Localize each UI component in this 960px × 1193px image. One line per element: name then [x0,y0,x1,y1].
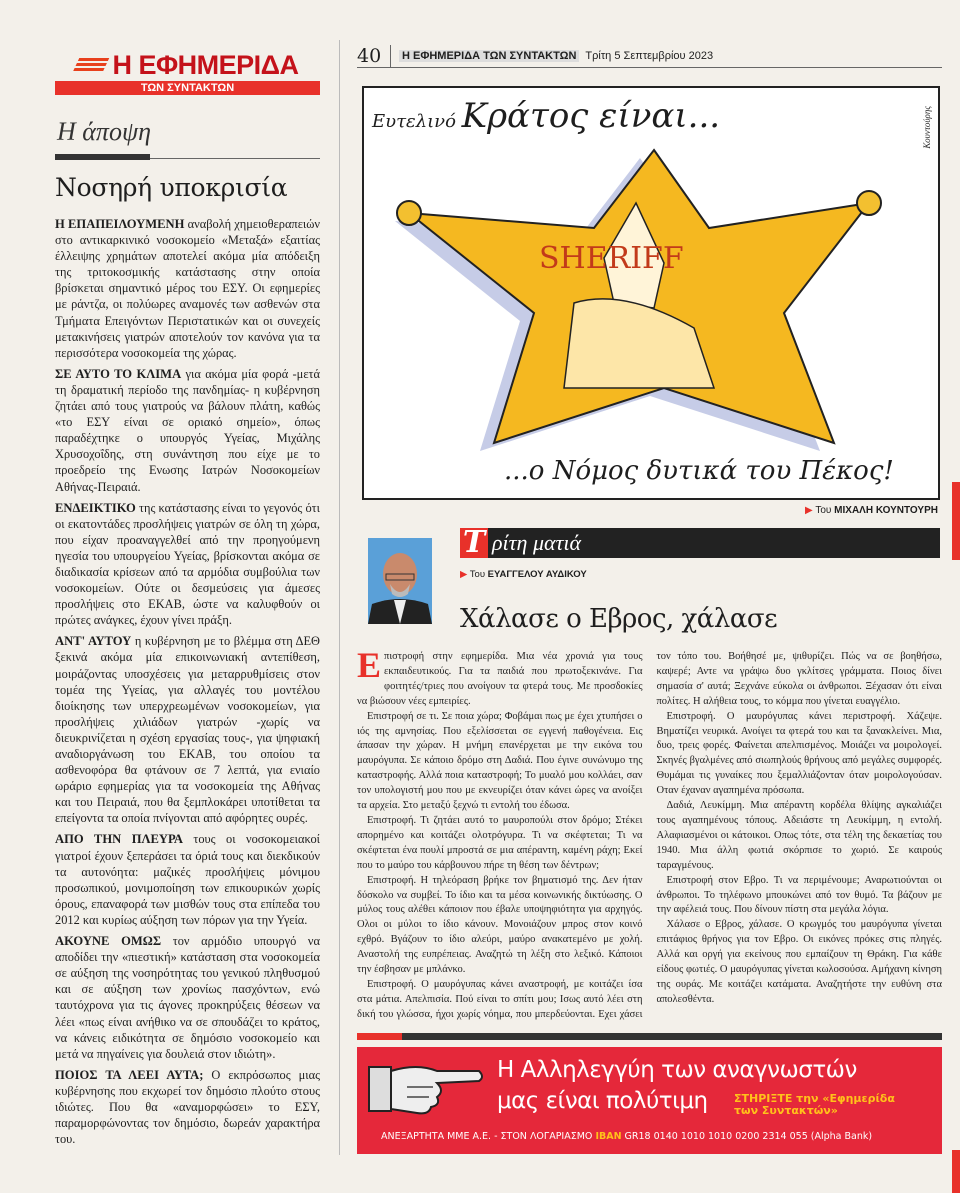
banner-initial: Τ [460,528,488,558]
article-byline: ▶ Του ΕΥΑΓΓΕΛΟΥ ΑΥΔΙΚΟΥ [460,569,587,580]
paragraph-lead: ΑΠΟ ΤΗΝ ΠΛΕΥΡΑ [55,832,183,847]
ad-headline: Η Αλληλεγγύη των αναγνωστών [497,1057,857,1083]
article-paragraph [357,645,643,710]
column-banner [460,525,940,560]
paragraph-text: πιστροφή στην εφημερίδα. Μια νέα χρονιά για τους εκπαιδευτικούς. Για τα παιδιά που πρωτοξεκινάνε. Για φοιτητές/τριες που ανοίγουν τα φτερά τους. Με προσδοκίες να βιώσουν νέες εμπειρίες. [357,651,643,707]
newspaper-logo [55,50,320,95]
opinion-body [55,216,320,1147]
support-advertisement[interactable] [357,1047,942,1154]
ad-account-line: ΑΝΕΞΑΡΤΗΤΑ ΜΜΕ Α.Ε. - ΣΤΟΝ ΛΟΓΑΡΙΑΣΜΟ IBAN GR18 0140 1010 1010 0200 2314 055 (Alpha Bank) [381,1131,873,1142]
pointing-hand-icon [367,1057,487,1117]
page-number: 40 [357,45,391,67]
header-date: Τρίτη 5 Σεπτεμβρίου 2023 [585,49,714,62]
article-paragraph [657,710,943,799]
paragraph-text: αναβολή χημειοθεραπειών στο αντικαρκινικό νοσοκομείο «Μεταξά» εξαιτίας έλλειψης χρημάτων αποτελεί ακόμα μία απόδειξη της τριτοκοσμικής κατάστασης στην οποία βρίσκεται σημαντικό μέρος του ΕΣΥ. Οι εφημερίες με ράντζα, οι πολύωρες αναμονές των ασθενών στα Τμήματα Επειγόντων Περιστατικών και οι συνεχείς μετακινήσεις γιατρών αποτελούν τον κανόνα για τα περισσότερα νοσοκομεία της χώρας. [55,217,320,360]
cartoon [362,86,940,500]
banner-label: ρίτη ματιά [492,530,582,555]
section-divider [55,157,320,159]
speed-lines-icon [73,58,110,72]
cartoon-caption-bottom: ...ο Νόμος δυτικά του Πέκος! [504,456,894,486]
paragraph-text: Επιστροφή. Ο μαυρόγυπας κάνει περιστροφή. Χάζεψε. Βηματίζει νευρικά. Ανοίγει τα φτερά του και τα ξανακλείνει. Μια, δυο, τρεις φορές. Φαίνεται απελπισμένος. Μοιάζει να μοιρολογεί. Σκηνές βγαλμένες από σιωπηλούς θρήνους από μεγάλες συμφορές. Θυμάμαι τις γυναίκες που ξεμαλλιάζονταν όταν μοιρολογούσαν. Οταν έχαναν αγαπημένα πρόσωπα. [656,710,942,797]
article-paragraph [657,918,943,1007]
opinion-paragraph [55,633,320,826]
page-header [357,44,942,68]
column-divider [339,40,340,1155]
sheriff-star-illustration [364,88,938,498]
cartoon-credit: ▶ Του ΜΙΧΑΛΗ ΚΟΥΝΤΟΥΡΗ [805,505,938,516]
paragraph-text: Επιστροφή σε τι. Σε ποια χώρα; Φοβάμαι πως με έχει χτυπήσει ο ιός της αμνησίας. Που εξελίσσεται σε εγγενή παθογένεια. Εις άπασαν την χώραν. Η μνήμη επανέρχεται με την εικόνα του μαυρόγυπα. Σε κάποιο δρόμο στη Δαδιά. Που έγινε συνώνυμο της καταστροφής. Αλλά ποια καταστροφή; Το μυαλό μου κολλάει, σαν τον υπολογιστή μου που με εκνευρίζει όταν κάνει ώρες να ανοίξει τα αρχεία. Στο μεταξύ ξεχνώ τι εντολή του έδωσα. [357,710,643,812]
paragraph-lead: ΑΚΟΥΝΕ ΟΜΩΣ [55,934,162,949]
paragraph-text: Ο εκπρόσωπος μιας κυβέρνησης που εκχωρεί τον δημόσιο πλούτο στους ιδιώτες. Που θα «αναμορφώσει» το ΕΣΥ, παραμορφώνοντας τον δημόσιο, δωρεάν χαρακτήρα του. [55,1067,320,1147]
article-title: Χάλασε ο Εβρος, χάλασε [460,604,778,634]
paragraph-lead: ΕΝΔΕΙΚΤΙΚΟ [55,500,136,515]
opinion-paragraph [55,933,320,1062]
triangle-icon: ▶ [460,569,470,580]
paragraph-lead: ΠΟΙΟΣ ΤΑ ΛΕΕΙ ΑΥΤΑ; [55,1067,204,1082]
page-edge-tab [952,482,960,560]
paragraph-text: Επιστροφή. Η τηλεόραση βρήκε τον βηματισμό της. Δεν ήταν δύσκολο να συμβεί. Το ίδιο και τα μέσα κοινωνικής δικτύωσης. Ο μύλος τους αλέθει κάποιον που έβαλε υποψηφιότητα για αρχηγός. Ολοι οι μύλοι το ίδιο κάνουν. Μονοιάζουν μπρος στον κοινό εχθρό. Βγάζουν το ίδιο αλεύρι, μαύρο ανακατεμένο με χολή. Αναστολή της ευπρέπειας. Αναζητώ τη λέξη στο λεξικό. Κάποιοι την έσβησαν με μπλάνκο. [357,874,643,976]
paragraph-text: η κυβέρνηση με το βλέμμα στη ΔΕΘ ξεκινά ακόμα μία επικοινωνιακή αντεπίθεση, μοιράζοντας υποσχέσεις για μεταρρυθμίσεις στον τομέα της Υγείας, για αλλαγές του μοντέλου διοίκησης των υπερχρεωμένων νοσοκομείων, για προσλήψεις χιλιάδων γιατρών -χωρίς να διευκρινίζεται η σχέση εργασίας τους-, για ψηφιακή αναδιοργάνωση του ΕΚΑΒ, του οποίου τα ασθενοφόρα θα φτάνουν σε 7 λεπτά, για ενιαίο ωράριο εφημερίας για τα νοσοκομεία της Αθήνας και του Πειραιά, που θα ξεμπλοκάρει υποτίθεται τα επείγοντα τα οποία πνίγονται από αφόρητες ουρές. [55,634,321,826]
paragraph-text: Επιστροφή. Ο μαυρόγυπας κάνει αναστροφή, με κοιτάζει ίσα στα μάτια. Απελπισία. Πού είναι το σπίτι μου; Ισως αυτό λέει στη δική του γλώσσα, ήχοι χωρίς νόημα, που μπερδεύονται. Εχει χάσει τον τόπο του. Βοήθησέ με, ψιθυρίζει. Πώς να σε βοηθήσω, καψερέ; Αντε να γράψω δυο γκλίτσες γράμματα. Ποιος δίνει σημασία σ' αυτά; Ξεχνάνε εύκολα οι άνθρωποι. Ξέχασαν ότι είναι πολίτες. Η αλήθεια τους, το κόμμα που γίνεται ευαγγέλιο. [357,651,942,1020]
paragraph-text: τον αρμόδιο υπουργό να αποδίδει την «πιεστική» κατάσταση στα νοσοκομεία σε αύξηση της νοσηρότητας του γενικού πληθυσμού και σε αύξηση των χρονίως πασχόντων, ενώ ταυτόχρονα για τις άγονες προκηρύξεις θέσεων να λέει «πως είναι ανήθικο να σε σπουδάζει το κράτος, να κάνεις ειδικότητα σε δημόσιο νοσοκομείο και μετά να πηγαίνεις για δουλειά στον ιδιώτη». [55,934,321,1061]
article-paragraph [657,799,943,874]
logo-main-text: Η ΕΦΗΜΕΡΙΔΑ [112,50,299,80]
author-portrait-icon [368,538,432,624]
page-edge-tab [952,1150,960,1193]
paragraph-text: Επιστροφή. Τι ζητάει αυτό το μαυροπούλι στον δρόμο; Στέκει απορημένο και κοιτάζει ολοτρόγυρα. Τι να σκέφτεται; Τι να σκέφτεται ένα πουλί μπροστά σε μια απέραντη, καμένη ράχη; Εκεί που το μαύρο του κάρβουνου πήρε τη θέση των δέντρων; [357,814,643,871]
section-label: Η άποψη [57,117,151,146]
ad-support-text: ΣΤΗΡΙΞΤΕ την «Εφημερίδα των Συντακτών» [734,1092,895,1117]
article-body [357,645,942,1023]
opinion-paragraph [55,366,320,495]
opinion-paragraph [55,1067,320,1147]
article-paragraph [357,874,643,978]
paragraph-text: Επιστροφή στον Εβρο. Τι να περιμένουμε; Αναρωτιούνται οι άνθρωποι. Το τηλέφωνο μπουκώνει από τον θυμό. Τα βάζουν με την αφέλειά τους. Που δίνουν πίστη στα μεγάλα λόγια. [656,874,942,916]
opinion-column [55,50,320,1152]
author-photo [368,538,432,624]
paragraph-lead: ΣΕ ΑΥΤΟ ΤΟ ΚΛΙΜΑ [55,366,182,381]
article-paragraph [357,814,643,874]
header-paper-name: Η ΕΦΗΜΕΡΙΔΑ ΤΩΝ ΣΥΝΤΑΚΤΩΝ [399,50,579,62]
paragraph-text: της κατάστασης είναι το γεγονός ότι οι εκατοντάδες προσλήψεις γιατρών σε όλη τη χώρα, που είχαν προαναγγελθεί από την προηγούμενη ηγεσία του υπουργείου Υγείας, βρίσκονται ακόμα σε διαδικασία κρίσεων από τα αρμόδια συμβούλια των νοσοκομείων. Ούτε οι δεσμεύσεις για άμεσες προσλήψεις στο ΕΚΑΒ, ώστε να καλυφθούν οι πρώτες ανάγκες, έχουν γίνει πράξη. [55,500,320,628]
paragraph-lead: Η ΕΠΑΠΕΙΛΟΥΜΕΝΗ [55,217,185,231]
opinion-paragraph [55,216,320,361]
paragraph-text: Χάλασε ο Εβρος, χάλασε. Ο κρωγμός του μαυρόγυπα γίνεται επιτάφιος θρήνος για τον Εβρο. Οι εικόνες πρόκες στις πληγές. Αλλά και οργή για εκείνους που εμπαίζουν τη Θράκη. Για κάθε είδους φωτιές. Ο μαυρόγυπας γίνεται κωλοσούσα. Αμήχανη κίνηση της ουράς. Με κοιτάζει κατάματα. Αναζητήστε την ευθύνη στα απολεσθέντα. [656,919,942,1005]
ad-subheadline: μας είναι πολύτιμη [497,1088,708,1114]
paragraph-lead: ΑΝΤ' ΑΥΤΟΥ [55,634,132,649]
opinion-title: Νοσηρή υποκρισία [55,173,288,202]
paragraph-text: τους οι νοσοκομειακοί γιατροί έχουν ξεπεράσει τα όριά τους και διεκδικούν τα αυτονόητα: μαζικές προσλήψεις μόνιμου προσωπικού, μονιμοποίηση των επικουρικών χωρίς όρους, επαναφορά των μισθών τους στα επίπεδα του 2012 και κυρίως αύξηση των πόρων για την Υγεία. [55,832,320,927]
triangle-icon: ▶ [805,505,816,516]
logo-sub-text: ΤΩΝ ΣΥΝΤΑΚΤΩΝ [55,81,320,95]
article-paragraph [357,710,643,814]
opinion-paragraph [55,500,320,629]
drop-cap: Ε [357,645,382,685]
badge-text: SHERIFF [539,241,684,276]
article-end-rule [357,1033,942,1040]
cartoonist-signature: Κουντούρης [922,106,932,149]
article-paragraph [657,874,943,919]
opinion-paragraph [55,831,320,928]
paragraph-text: για ακόμα μία φορά -μετά τη δραματική περίοδο της πανδημίας- η κυβέρνηση ζητάει από τους γιατρούς να βάλουν πλάτη, καθώς «το ΕΣΥ είναι σε οριακό σημείο», όπως παραδέχτηκε ο υπουργός Υγείας, Μιχάλης Χρυσοχοΐδης, στη συνάντηση που είχε με το προεδρείο της Ενωσης Ιατρών Νοσοκομείων Αθήνας-Πειραιά. [55,366,320,494]
paragraph-text: Δαδιά, Λευκίμμη. Μια απέραντη κορδέλα θλίψης αγκαλιάζει τους αγαπημένους τόπους. Αδειάστε τη Λευκίμμη, η εντολή. Αλαφιασμένοι οι κάτοικοι. Οπως τότε, στα τέλη της δεκαετίας του 1940. Μια άλλη φωτιά σκόρπισε το χωριό. Σε καιρούς ταραγμένους. [656,800,942,871]
cartoon-caption-top: Ευτελινό Κράτος είναι... [372,96,721,136]
